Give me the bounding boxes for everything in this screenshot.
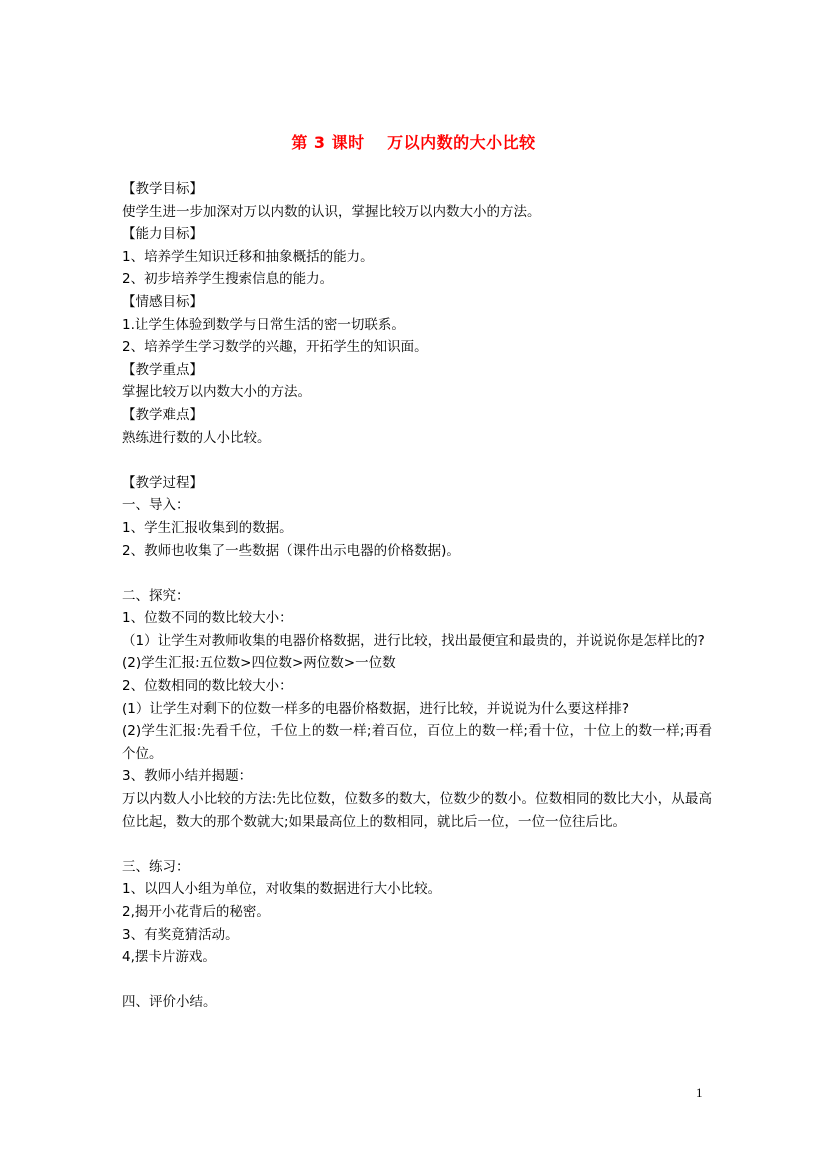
list-item: 3、教师小结并揭题：: [122, 768, 253, 785]
lesson-body: [122, 178, 712, 1014]
section-heading-process: 【教学过程】: [122, 474, 203, 491]
page-number: 1: [696, 1085, 703, 1100]
paragraph-line: 万以内数人小比较的方法:先比位数，位数多的数大，位数少的数小。位数相同的数比大小，从最高位比起，数大的那个数就大;如果最高位上的数相同，就比后一位，一位一位往后比。: [122, 791, 712, 830]
blank-line: [122, 969, 712, 992]
paragraph-line: （1）让学生对教师收集的电器价格数据，进行比较，找出最便宜和最贵的，并说说你是怎样比的?: [122, 632, 705, 649]
paragraph-line: (2)学生汇报:五位数>四位数>两位数>一位数: [122, 655, 396, 672]
section-heading-emotion: 【情感目标】: [122, 293, 203, 310]
list-item: 1、培养学生知识迁移和抽象概括的能力。: [122, 248, 374, 265]
section-heading-key-point: 【教学重点】: [122, 361, 203, 378]
list-item: 3、有奖竟猜活动。: [122, 926, 239, 943]
blank-line: [122, 562, 712, 585]
paragraph-line: 掌握比较万以内数大小的方法。: [122, 384, 311, 401]
list-item: 2、初步培养学生搜索信息的能力。: [122, 271, 334, 288]
list-item: 2、培养学生学习数学的兴趣，开拓学生的知识面。: [122, 339, 428, 356]
paragraph-line: 使学生进一步加深对万以内数的认识，掌握比较万以内数大小的方法。: [122, 203, 541, 220]
subsection-heading: 四、评价小结。: [122, 994, 217, 1011]
list-item: 2,揭开小花背后的秘密。: [122, 904, 270, 920]
paragraph-line: (2)学生汇报:先看千位，千位上的数一样;着百位，百位上的数一样;看十位，十位上的数一样;再看个位。: [122, 723, 712, 762]
list-item: 2、位数相同的数比较大小：: [122, 678, 293, 695]
section-heading-difficulty: 【教学难点】: [122, 406, 203, 423]
list-item: 1、以四人小组为单位，对收集的数据进行大小比较。: [122, 881, 442, 898]
section-heading-ability: 【能力目标】: [122, 226, 203, 243]
subsection-heading: 一、导入：: [122, 497, 190, 514]
subsection-heading: 二、探究：: [122, 587, 190, 604]
list-item: 1、位数不同的数比较大小：: [122, 610, 293, 627]
list-item: 1.让学生体验到数学与日常生活的密一切联系。: [122, 316, 405, 333]
blank-line: [122, 833, 712, 856]
subsection-heading: 三、练习：: [122, 858, 190, 875]
section-heading-objectives: 【教学目标】: [122, 181, 203, 197]
blank-line: [122, 449, 712, 472]
lesson-title: 第 3 课时 万以内数的大小比较: [291, 133, 536, 152]
list-item: 1、学生汇报收集到的数据。: [122, 519, 293, 536]
list-item: 4,摆卡片游戏。: [122, 949, 216, 966]
paragraph-line: 熟练进行数的人小比较。: [122, 429, 271, 446]
paragraph-line: (1）让学生对剩下的位数一样多的电器价格数据，进行比较，并说说为什么要这样排?: [122, 700, 630, 717]
list-item: 2、教师也收集了一些数据（课件出示电器的价格数据)。: [122, 542, 460, 559]
